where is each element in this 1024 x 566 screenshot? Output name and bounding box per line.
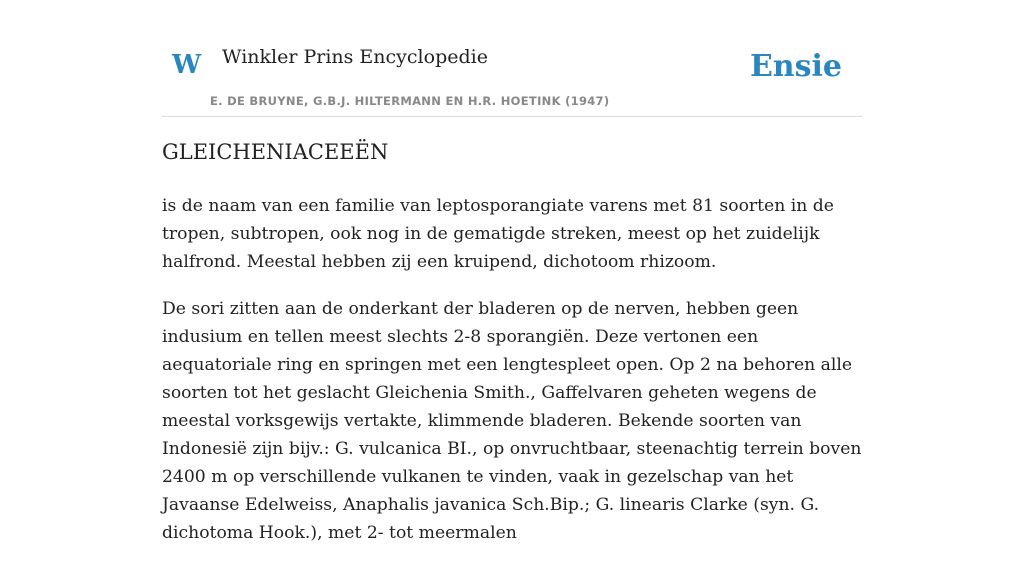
ensie-logo-link[interactable]: Ensie	[749, 49, 842, 84]
article-body	[162, 192, 867, 566]
site-header	[162, 0, 862, 117]
article-paragraph: is de naam van een familie van leptosporangiate varens met 81 soorten in de tropen, subtropen, ook nog in de gematigde streken, meest op het zuidelijk halfrond. Meestal hebben zij een kruipend, dichotoom rhizoom.	[162, 196, 834, 272]
w-logo-icon[interactable]: W	[172, 50, 202, 80]
article-paragraph: De sori zitten aan de onderkant der bladeren op de nerven, hebben geen indusium en tellen meest slechts 2-8 sporangiën. Deze vertonen een aequatoriale ring en springen met een lengtespleet open. Op 2 na behoren alle soorten tot het geslacht Gleichenia Smith., Gaffelvaren geheten wegens de meestal vorksgewijs vertakte, klimmende bladeren. Bekende soorten van Indonesië zijn bijv.: G. vulcanica BI., op onvruchtbaar, steenachtig terrein boven 2400 m op verschillende vulkanen te vinden, vaak in gezelschap van het Javaanse Edelweiss, Anaphalis javanica Sch.Bip.; G. linearis Clarke (syn. G. dichotoma Hook.), met 2- tot meermalen	[162, 299, 862, 543]
article-title: GLEICHENIACEEËN	[162, 140, 389, 164]
site-title[interactable]: Winkler Prins Encyclopedie	[222, 46, 488, 68]
authors-line: E. DE BRUYNE, G.B.J. HILTERMANN EN H.R. HOETINK (1947)	[210, 94, 610, 108]
